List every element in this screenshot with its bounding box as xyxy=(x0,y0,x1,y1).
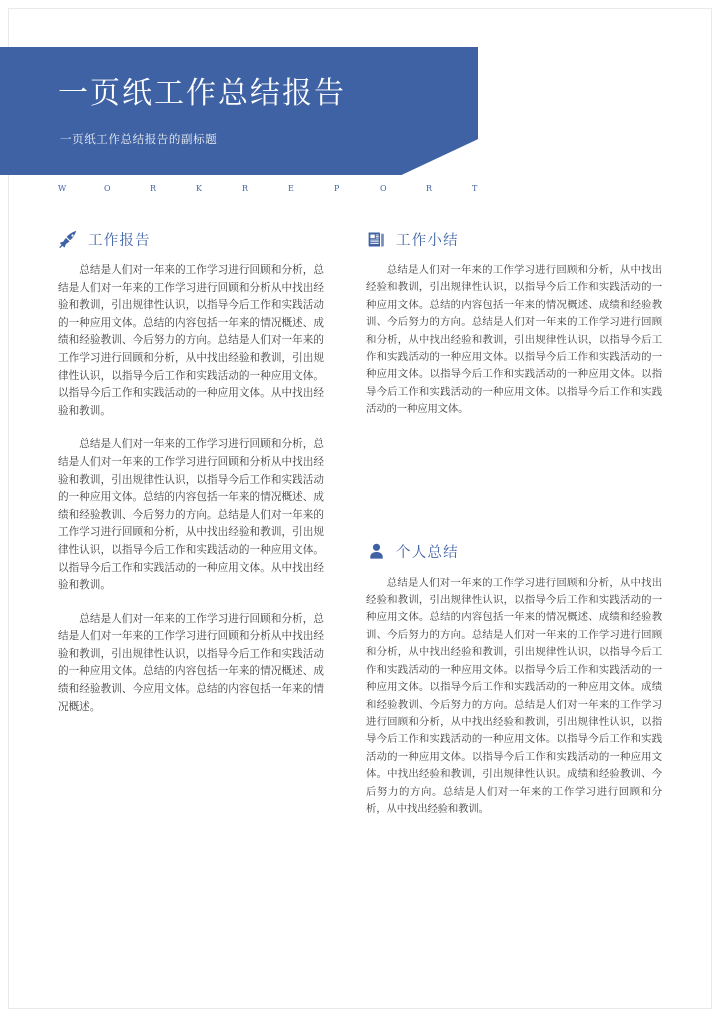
section-header xyxy=(366,228,662,250)
left-column xyxy=(58,228,324,716)
section-title: 工作报告 xyxy=(88,232,151,249)
kicker-letter: K xyxy=(196,184,202,193)
section-header xyxy=(58,228,324,250)
page-subtitle: 一页纸工作总结报告的副标题 xyxy=(60,134,218,146)
paragraph: 总结是人们对一年来的工作学习进行回顾和分析，从中找出经验和教训，引出规律性认识，以指导今后工作和实践活动的一种应用文体。总结的内容包括一年来的情况概述、成绩和经验教训、今后努力的方向。总结是人们对一年来的工作学习进行回顾和分析，从中找出经验和教训，引出规律性认识，以指导今后工作和实践活动的一种应用文体。以指导今后工作和实践活动的一种应用文体。以指导今后工作和实践活动的一种应用文体。成绩和经验教训、今后努力的方向。总结是人们对一年来的工作学习进行回顾和分析，从中找出经验和教训，引出规律性认识，以指导今后工作和实践活动的一种应用文体。以指导今后工作和实践活动的一种应用文体。以指导今后工作和实践活动的一种应用文体。中找出经验和教训，引出规律性认识。成绩和经验教训、今后努力的方向。总结是人们对一年来的工作学习进行回顾和分析，从中找出经验和教训。 xyxy=(366,577,662,815)
paragraph: 总结是人们对一年来的工作学习进行回顾和分析，总结是人们对一年来的工作学习进行回顾和分析从中找出经验和教训，引出规律性认识，以指导今后工作和实践活动的一种应用文体。总结的内容包括一年来的情况概述、成绩和经验教训、今应用文体。总结的内容包括一年来的情况概述。 xyxy=(58,612,324,713)
section-title: 个人总结 xyxy=(396,545,459,562)
section-body xyxy=(366,262,662,419)
section-header xyxy=(366,541,662,563)
section-title: 工作小结 xyxy=(396,232,459,249)
kicker-letter: O xyxy=(104,184,111,193)
section-spacer xyxy=(366,419,662,541)
paragraph: 总结是人们对一年来的工作学习进行回顾和分析，从中找出经验和教训，引出规律性认识，以指导今后工作和实践活动的一种应用文体。总结的内容包括一年来的情况概述、成绩和经验教训、今后努力的方向。总结是人们对一年来的工作学习进行回顾和分析，从中找出经验和教训，引出规律性认识，以指导今后工作和实践活动的一种应用文体。以指导今后工作和实践活动的一种应用文体。以指导今后工作和实践活动的一种应用文体。以指导今后工作和实践活动的一种应用文体。以指导今后工作和实践活动的一种应用文体。 xyxy=(366,265,662,416)
newspaper-icon xyxy=(366,229,387,250)
kicker-letter: O xyxy=(380,184,387,193)
section-work-report xyxy=(58,228,324,716)
kicker-letter: W xyxy=(58,184,67,193)
kicker-letter: E xyxy=(288,184,294,193)
kicker-letter: R xyxy=(242,184,249,193)
section-personal-summary xyxy=(366,541,662,819)
section-body xyxy=(58,262,324,716)
paragraph: 总结是人们对一年来的工作学习进行回顾和分析，总结是人们对一年来的工作学习进行回顾和分析从中找出经验和教训，引出规律性认识，以指导今后工作和实践活动的一种应用文体。总结的内容包括一年来的情况概述、成绩和经验教训、今后努力的方向。总结是人们对一年来的工作学习进行回顾和分析，从中找出经验和教训，引出规律性认识，以指导今后工作和实践活动的一种应用文体。以指导今后工作和实践活动的一种应用文体。从中找出经验和教训。 xyxy=(58,438,324,592)
work-report-kicker xyxy=(58,184,478,193)
pen-nib-icon xyxy=(58,229,79,250)
right-column xyxy=(366,228,662,818)
kicker-letter: R xyxy=(426,184,433,193)
page-title: 一页纸工作总结报告 xyxy=(58,76,346,111)
kicker-letter: R xyxy=(150,184,157,193)
kicker-word xyxy=(58,184,242,193)
paragraph: 总结是人们对一年来的工作学习进行回顾和分析，总结是人们对一年来的工作学习进行回顾和分析从中找出经验和教训，引出规律性认识，以指导今后工作和实践活动的一种应用文体。总结的内容包括一年来的情况概述、成绩和经验教训、今后努力的方向。总结是人们对一年来的工作学习进行回顾和分析，从中找出经验和教训，引出规律性认识，以指导今后工作和实践活动的一种应用文体。以指导今后工作和实践活动的一种应用文体。从中找出经验和教训。 xyxy=(58,264,324,417)
kicker-letter: P xyxy=(334,184,340,193)
kicker-letter: T xyxy=(472,184,478,193)
person-icon xyxy=(366,541,387,562)
section-work-summary xyxy=(366,228,662,419)
section-body xyxy=(366,575,662,819)
kicker-word xyxy=(242,184,518,193)
